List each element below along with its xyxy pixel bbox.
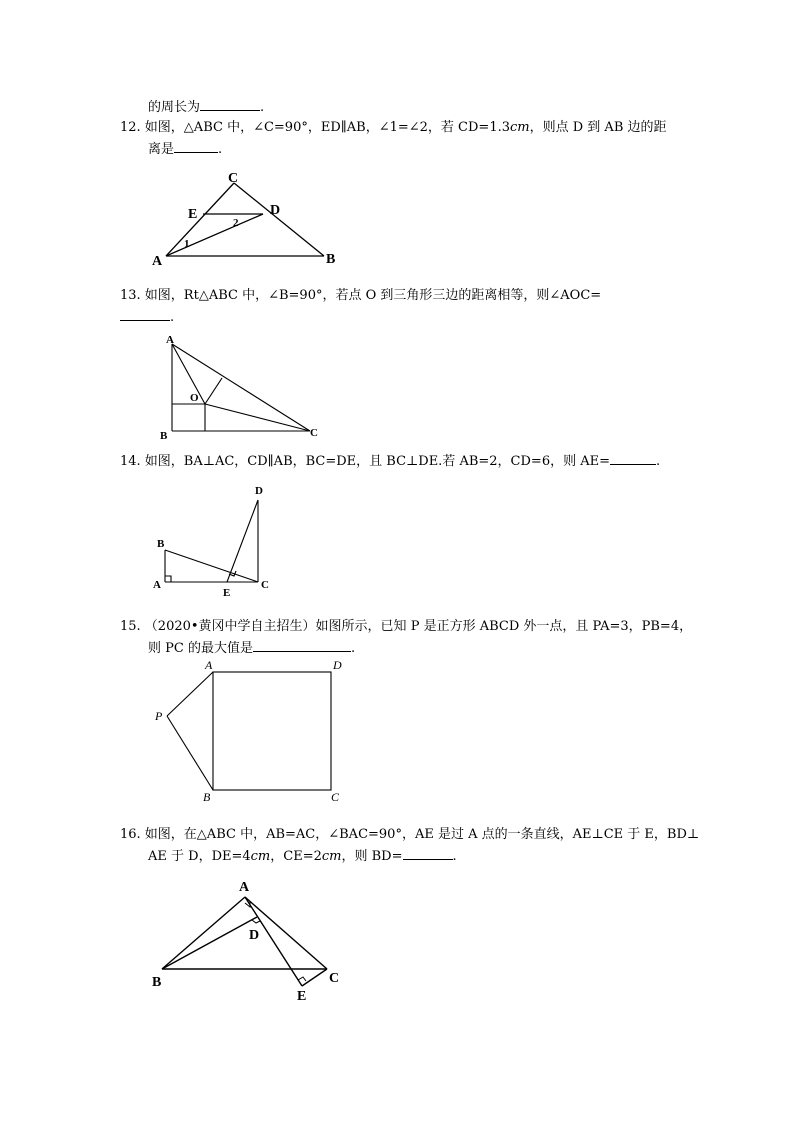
q12-side-cb xyxy=(234,183,324,256)
q16-text: 16. 如图，在△ABC 中，AB=AC，∠BAC=90°，AE 是过 A 点的一条直线，AE⊥CE 于 E，BD⊥ xyxy=(120,827,700,842)
q16-figure xyxy=(145,875,355,1005)
q13-end: . xyxy=(170,310,175,325)
q14-segment-de xyxy=(227,500,258,582)
q12-label-c: C xyxy=(228,171,239,186)
q12-line1 xyxy=(120,119,667,137)
q16-answer-blank[interactable] xyxy=(403,847,453,860)
q14-label-b: B xyxy=(157,538,165,550)
q15-text2: 则 PC 的最大值是 xyxy=(148,641,253,656)
q13-text: 13. 如图，Rt△ABC 中，∠B=90°，若点 O 到三角形三边的距离相等，则∠AOC= xyxy=(120,288,602,303)
q15-figure xyxy=(145,655,365,805)
q16-line2 xyxy=(148,847,457,866)
q12-answer-blank[interactable] xyxy=(174,140,218,153)
q12-label-a: A xyxy=(152,254,163,268)
q13-label-c: C xyxy=(310,427,318,439)
q13-line1 xyxy=(120,287,601,305)
q13-segment-ao xyxy=(172,344,205,404)
q14-label-c: C xyxy=(261,579,269,591)
q14-figure xyxy=(145,478,285,600)
q15-square-abcd xyxy=(213,672,331,790)
q12-unit: cm xyxy=(510,120,530,135)
q16-segment-ce xyxy=(302,969,327,986)
q15-label-d: D xyxy=(333,658,342,672)
q16-unit2: cm xyxy=(321,849,342,864)
q14-text: 14. 如图，BA⊥AC，CD∥AB，BC=DE，且 BC⊥DE.若 AB=2，CD=6，则 AE= xyxy=(120,454,610,469)
q13-answer-blank[interactable] xyxy=(120,308,170,321)
q16-end: . xyxy=(452,849,457,864)
q16-label-c: C xyxy=(329,971,340,986)
q12-label-angle2: 2 xyxy=(233,217,239,229)
q14-segment-bc xyxy=(165,550,258,582)
q14-label-d: D xyxy=(255,485,263,497)
q15-line1 xyxy=(120,618,692,636)
q12-label-d: D xyxy=(270,203,281,218)
q14-right-angle-a xyxy=(165,576,171,582)
q16-right-angle-d xyxy=(252,920,260,923)
q14-answer-blank[interactable] xyxy=(610,452,656,465)
q16-line1 xyxy=(120,826,699,844)
q11-end: . xyxy=(260,100,265,115)
q11-tail-text: 的周长为 xyxy=(148,100,201,115)
q15-answer-blank[interactable] xyxy=(253,639,351,652)
q13-line2 xyxy=(120,308,174,327)
q12-end: . xyxy=(218,142,223,157)
q13-segment-oc xyxy=(205,404,310,431)
q12-segment-ad xyxy=(166,214,263,256)
q12-text-end: ，则点 D 到 AB 边的距 xyxy=(529,120,667,135)
q12-figure xyxy=(140,168,360,268)
q16-unit1: cm xyxy=(250,849,271,864)
q16-text2c: ，则 BD= xyxy=(341,849,403,864)
q16-segment-bd xyxy=(162,917,260,969)
q16-side-ab xyxy=(162,897,245,969)
q12-text2: 离是 xyxy=(148,142,175,157)
q16-label-e: E xyxy=(297,989,307,1004)
q15-text: 15. （2020•黄冈中学自主招生）如图所示，已知 P 是正方形 ABCD 外一点，且 PA=3，PB=4， xyxy=(120,619,693,634)
q15-label-b: B xyxy=(203,790,211,804)
q12-label-e: E xyxy=(188,207,198,222)
q15-label-c: C xyxy=(331,790,340,804)
q15-segment-pb xyxy=(167,716,213,790)
q13-label-a: A xyxy=(166,334,174,346)
q16-label-d: D xyxy=(249,928,260,943)
q13-label-b: B xyxy=(160,430,168,442)
q14-line1 xyxy=(120,452,660,471)
q11-tail xyxy=(148,98,264,117)
q16-text2a: AE 于 D，DE=4 xyxy=(148,849,251,864)
q13-label-o: O xyxy=(190,392,199,404)
q13-perp-to-ac xyxy=(205,378,222,404)
q12-text: 12. 如图，△ABC 中，∠C=90°，ED∥AB，∠1=∠2，若 CD=1.3 xyxy=(120,120,510,135)
q14-end: . xyxy=(656,454,661,469)
q15-end: . xyxy=(350,641,356,656)
q13-figure xyxy=(150,330,340,445)
q12-label-angle1: 1 xyxy=(184,238,190,250)
q15-segment-pa xyxy=(167,672,213,716)
q12-line2 xyxy=(148,140,222,159)
q16-label-b: B xyxy=(152,975,162,990)
q12-label-b: B xyxy=(326,252,336,267)
q12-side-ac xyxy=(166,183,234,256)
q16-label-a: A xyxy=(239,880,250,895)
q16-text2b: ，CE=2 xyxy=(270,849,322,864)
q11-answer-blank[interactable] xyxy=(200,98,260,111)
q14-label-e: E xyxy=(223,587,231,599)
q14-label-a: A xyxy=(153,579,161,591)
q13-side-ac xyxy=(172,344,310,431)
q15-label-a: A xyxy=(205,658,213,672)
q15-label-p: P xyxy=(155,709,163,723)
